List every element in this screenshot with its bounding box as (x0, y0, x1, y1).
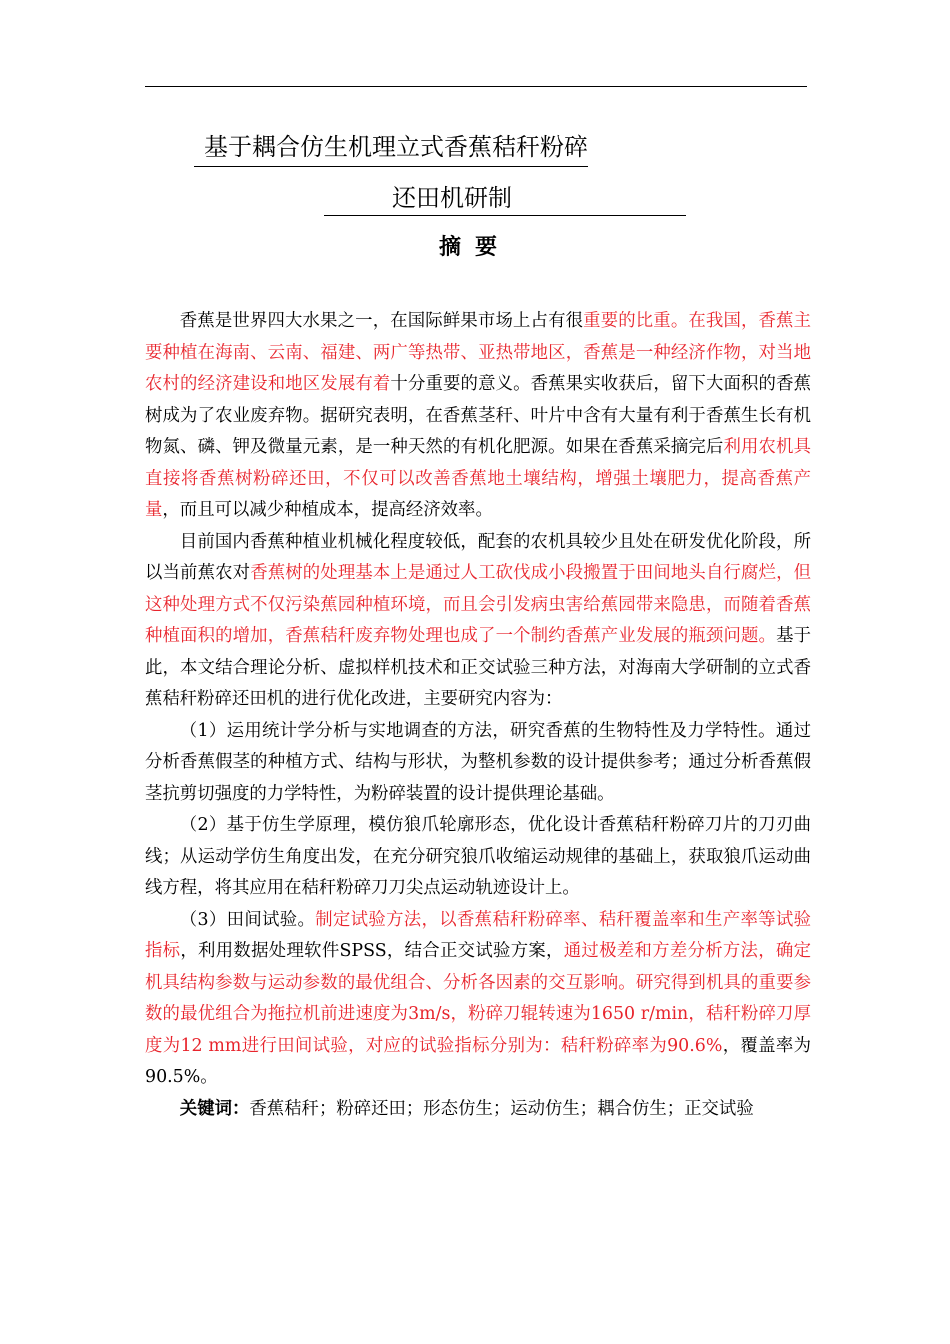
p1-segment-2: 十分重要的意义。香蕉果实收获后，留下大面积的香蕉树成为了农业废弃物。据研究表明，在香蕉茎秆、叶片中含有大量有利于香蕉生长有机物氮、磷、钾及微量元素，是一种天然的有机化肥源。如果在香蕉采摘完后 (145, 374, 811, 457)
p4-segment-0: （2）基于仿生学原理，模仿狼爪轮廓形态，优化设计香蕉秸秆粉碎刀片的刀刃曲线；从运动学仿生角度出发，在充分研究狼爪收缩运动规律的基础上，获取狼爪运动曲线方程，将其应用在秸秆粉碎刀刀尖点运动轨迹设计上。 (145, 815, 811, 898)
paragraph-5 (145, 905, 811, 1094)
keywords-line (145, 1094, 811, 1126)
title-line-2 (324, 181, 686, 216)
p5-segment-4: ，覆盖率为90.5%。 (145, 1035, 811, 1087)
p5-segment-2: ，利用数据处理软件SPSS，结合正交试验方案， (180, 941, 564, 961)
p1-segment-4: ，而且可以减少种植成本，提高经济效率。 (162, 500, 493, 520)
p5-segment-3: 通过极差和方差分析方法，确定机具结构参数与运动参数的最优组合、分析各因素的交互影响。研究得到机具的重要参数的最优组合为拖拉机前进速度为3m/s，粉碎刀辊转速为1650 r/min，秸秆粉碎刀厚度为12 mm进行田间试验，对应的试验指标分别为：秸秆粉碎率为90.6% (145, 941, 811, 1056)
header-rule (145, 86, 807, 87)
paragraph-2 (145, 527, 811, 716)
p1-segment-3: 利用农机具直接将香蕉树粉碎还田，不仅可以改善香蕉地土壤结构，增强土壤肥力，提高香蕉产量 (145, 437, 811, 520)
p1-segment-0: 香蕉是世界四大水果之一，在国际鲜果市场上占有很 (179, 311, 584, 331)
p2-segment-0: 目前国内香蕉种植业机械化程度较低，配套的农机具较少且处在研发优化阶段，所以当前蕉农对 (145, 531, 811, 583)
p5-segment-1: 制定试验方法，以香蕉秸秆粉碎率、秸秆覆盖率和生产率等试验指标 (145, 909, 811, 961)
p3-segment-0: （1）运用统计学分析与实地调查的方法，研究香蕉的生物特性及力学特性。通过分析香蕉假茎的种植方式、结构与形状，为整机参数的设计提供参考；通过分析香蕉假茎抗剪切强度的力学特性，为粉碎装置的设计提供理论基础。 (145, 720, 811, 804)
paragraph-4 (145, 810, 811, 905)
paragraph-3 (145, 716, 811, 811)
p2-segment-2: 基于此，本文结合理论分析、虚拟样机技术和正交试验三种方法，对海南大学研制的立式香蕉秸秆粉碎还田机的进行优化改进，主要研究内容为： (145, 626, 811, 709)
paragraph-1 (145, 306, 811, 527)
title-line-1: 基于耦合仿生机理立式香蕉秸秆粉碎 (194, 130, 588, 167)
title-line-2-text: 还田机研制 (392, 184, 512, 212)
keywords-label: 关键词： (179, 1098, 250, 1119)
keywords-text: 香蕉秸秆；粉碎还田；形态仿生；运动仿生；耦合仿生；正交试验 (249, 1098, 754, 1119)
p1-segment-1: 重要的比重。在我国，香蕉主要种植在海南、云南、福建、两广等热带、亚热带地区，香蕉是一种经济作物，对当地农村的经济建设和地区发展有着 (145, 311, 811, 394)
p2-segment-1: 香蕉树的处理基本上是通过人工砍伐成小段搬置于田间地头自行腐烂，但这种处理方式不仅污染蕉园种植环境，而且会引发病虫害给蕉园带来隐患，而随着香蕉种植面积的增加，香蕉秸秆废弃物处理也成了一个制约香蕉产业发展的瓶颈问题。 (145, 563, 811, 646)
abstract-body (145, 306, 811, 1125)
abstract-heading: 摘要 (438, 235, 511, 260)
p5-segment-0: （3）田间试验。 (179, 909, 316, 930)
